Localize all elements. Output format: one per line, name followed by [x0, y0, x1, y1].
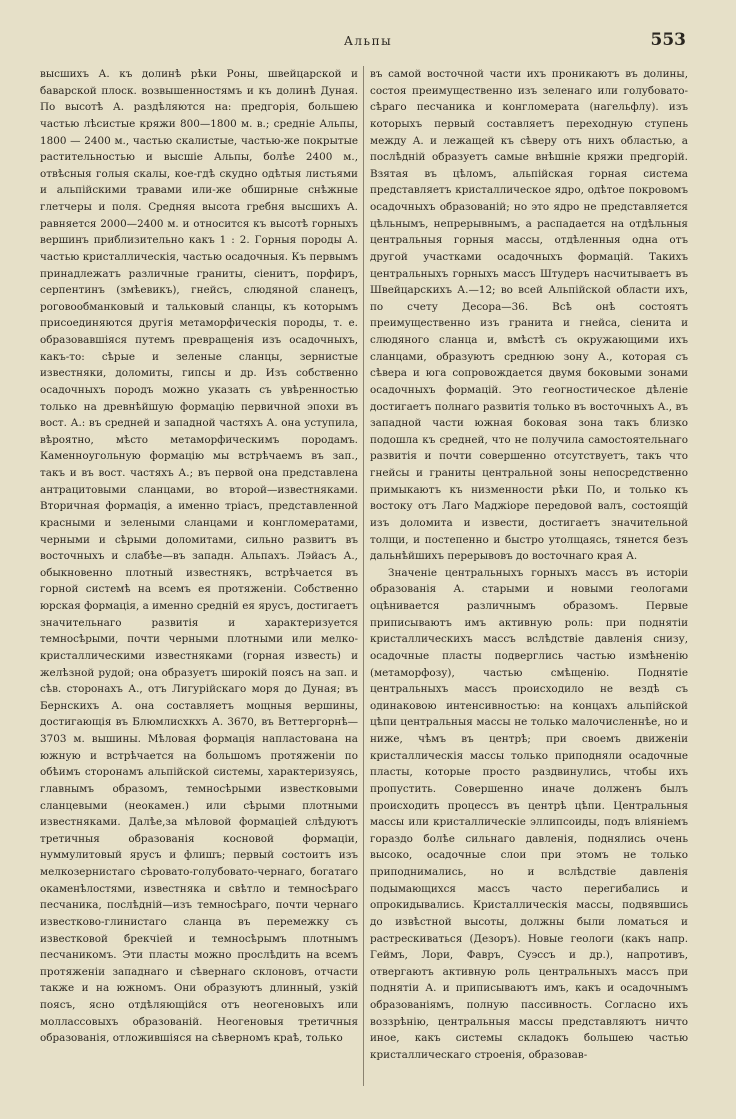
right-column: [370, 66, 688, 1064]
running-title: Альпы: [343, 34, 393, 48]
left-paragraph-1: высшихъ А. къ долинѣ рѣки Роны, швейцарской и баварской плоск. возвышенностямъ и къ долинѣ Дуная. По высотѣ А. раздѣляются на: предгорія, большею частью лѣсистые кряжи 800—1800 м. в.; средніе Альпы, 1800 — 2400 м., частью скалистые, частью-же покрытые растительностью и высшіе Альпы, болѣе 2400 м., отвѣсныя голыя скалы, кое-гдѣ скудно одѣтыя листьями и альпійскими травами или-же обширные снѣжные глетчеры и поля. Средняя высота гребня высшихъ А. равняется 2000—2400 м. и относится къ высотѣ горныхъ вершинъ приблизительно какъ 1 : 2. Горныя породы А. частью кристаллическія, частью осадочныя. Къ первымъ принадлежатъ различные граниты, сіенитъ, порфиръ, серпентинъ (змѣевикъ), гнейсъ, слюдяной сланецъ, роговообманковый и тальковый сланцы, къ которымъ присоединяются другія метаморфическія породы, т. е. образовавшіяся путемъ превращенія изъ осадочныхъ, какъ-то: сѣрые и зеленые сланцы, зернистые известняки, доломиты, гипсы и др. Изъ собственно осадочныхъ породъ можно указать съ увѣренностью только на древнѣйшую формацію первичной эпохи въ вост. А.: въ средней и западной частяхъ А. она уступила, вѣроятно, мѣсто метаморфическимъ породамъ. Каменноугольную формацію мы встрѣчаемъ въ зап., такъ и въ вост. частяхъ А.; въ первой она представлена антрацитовыми сланцами, во второй—известняками. Вторичная формація, а именно тріасъ, представленной красными и зелеными сланцами и конгломератами, черными и сѣрыми доломитами, сильно развитъ въ восточныхъ и слабѣе—въ западн. Альпахъ. Лэйасъ А., обыкновенно плотный известнякъ, встрѣчается въ горной системѣ на всемъ ея протяженіи. Собственно юрская формація, а именно средній ея ярусъ, достигаетъ значительнаго развитія и характеризуется темносѣрыми, почти черными плотными или мелко-кристаллическими известняками (горная известь) и желѣзной рудой; она образуетъ широкій поясъ на зап. и сѣв. сторонахъ А., отъ Лигурійскаго моря до Дуная; въ Бернскихъ А. она составляетъ мощныя вершины, достигающія въ Блюмлисхкхъ А. 3670, въ Веттергорнѣ—3703 м. вышины. Мѣловая формація наплаcтована на южную и встрѣчается на большомъ протяженіи по обѣимъ сторонамъ альпійской системы, характеризуясь, главнымъ образомъ, темносѣрыми известковыми сланцевыми (неокамен.) или сѣрыми плотными известняками. Далѣе,за мѣловой формаціей слѣдуютъ третичныя образованія косновой формаціи, нуммулитовый ярусъ и флишъ; первый состоитъ изъ мелкозернистаго сѣровато-голубовато-чернаго, богатаго окаменѣлостями, известняка и свѣтло и темносѣраго песчаника, послѣдній—изъ темносѣраго, почти чернаго известково-глинистаго сланца въ перемежку съ известковой брекчіей и темносѣрымъ плотнымъ песчаникомъ. Эти пласты можно прослѣдить на всемъ протяженіи западнаго и сѣвернаго склоновъ, отчасти также и на южномъ. Они образуютъ длинный, узкій поясъ, ясно отдѣляющійся отъ неогеновыхъ или моллассовыхъ образованій. Неогеновыя третичныя образованія, отложившіяся на сѣверномъ краѣ, только: [40, 68, 358, 1045]
right-paragraph-2: Значеніе центральныхъ горныхъ массъ въ исторіи образованія А. старыми и новыми геологами оцѣнивается различнымъ образомъ. Первые приписываютъ имъ активную роль: при поднятіи кристаллическихъ массъ вслѣдствіе давленія снизу, осадочные пласты подверглись частью измѣненію (метаморфозу), частью смѣщенію. Поднятіе центральныхъ массъ происходило не вездѣ съ одинаковою интенсивностью: на концахъ альпійской цѣпи центральныя массы не только малочисленнѣе, но и ниже, чѣмъ въ центрѣ; при своемъ движеніи кристаллическія массы только приподняли осадочные пласты, которые просто раздвинулись, чтобы ихъ пропустить. Совершенно иначе долженъ былъ происходить процессъ въ центрѣ цѣпи. Центральныя массы или кристаллическіе эллипсоиды, подъ вліяніемъ гораздо болѣе сильнаго давленія, поднялись очень высоко, осадочные слои при этомъ не только приподнимались, но и вслѣдствіе давленія подымающихся массъ часто перегибались и опрокидывались. Кристаллическія массы, подвявшись до извѣстной высоты, должны были ломаться и растрескиваться (Дезоръ). Новые геологи (какъ напр. Геймъ, Лори, Фавръ, Суэссъ и др.), напротивъ, отвергаютъ активную роль центральныхъ массъ при поднятіи А. и приписываютъ имъ, какъ и осадочнымъ образованіямъ, полную пассивность. Согласно ихъ воззрѣнію, центральныя массы представляютъ ничто иное, какъ системы складокъ большею частью кристаллическаго строенія, образовав-: [370, 566, 688, 1061]
page-header: [0, 30, 736, 56]
right-paragraph-1: въ самой восточной части ихъ проникаютъ въ долины, состоя преимущественно изъ зеленаго или голубовато-сѣраго песчаника и конгломерата (нагельфлу). изъ которыхъ первый составляетъ переходную ступень между А. и лежащей къ сѣверу отъ нихъ областью, а послѣдній образуетъ самые внѣшніе кряжи предгорій. Взятая въ цѣломъ, альпійская горная система представляетъ кристаллическое ядро, одѣтое покровомъ осадочныхъ образованій; но это ядро не представляется цѣльнымъ, непрерывнымъ, а распадается на отдѣльныя центральныя горныя массы, отдѣленныя одна отъ другой участками осадочныхъ формацій. Такихъ центральныхъ горныхъ массъ Штудеръ насчитываетъ въ Швейцарскихъ А.—12; во всей Альпійской области ихъ, по счету Десора—36. Всѣ онѣ состоятъ преимущественно изъ гранита и гнейса, сіенита и слюдяного сланца и, вмѣстѣ съ окружающими ихъ сланцами, образуютъ среднюю зону А., которая съ сѣвера и юга сопровождается двумя боковыми зонами осадочныхъ формацій. Это геогностическое дѣленіе достигаетъ полнаго развитія только въ восточныхъ А., въ западной части южная боковая зона такъ близко подошла къ средней, что не получила самостоятельнаго развитія и почти совершенно отсутствуетъ, такъ что гнейсы и граниты центральной зоны непосредственно примыкаютъ къ низменности рѣки По, и только къ востоку отъ Лаго Маджіоре передовой валъ, состоящій изъ доломита и извести, достигаетъ значительной толщи, и постепенно и быстро утолщаясь, тянется безъ дальнѣйшихъ перерывовъ до восточнаго края А.: [370, 68, 688, 563]
column-divider: [363, 66, 364, 1086]
page-number: 553: [650, 30, 686, 50]
left-column: [40, 66, 358, 1047]
